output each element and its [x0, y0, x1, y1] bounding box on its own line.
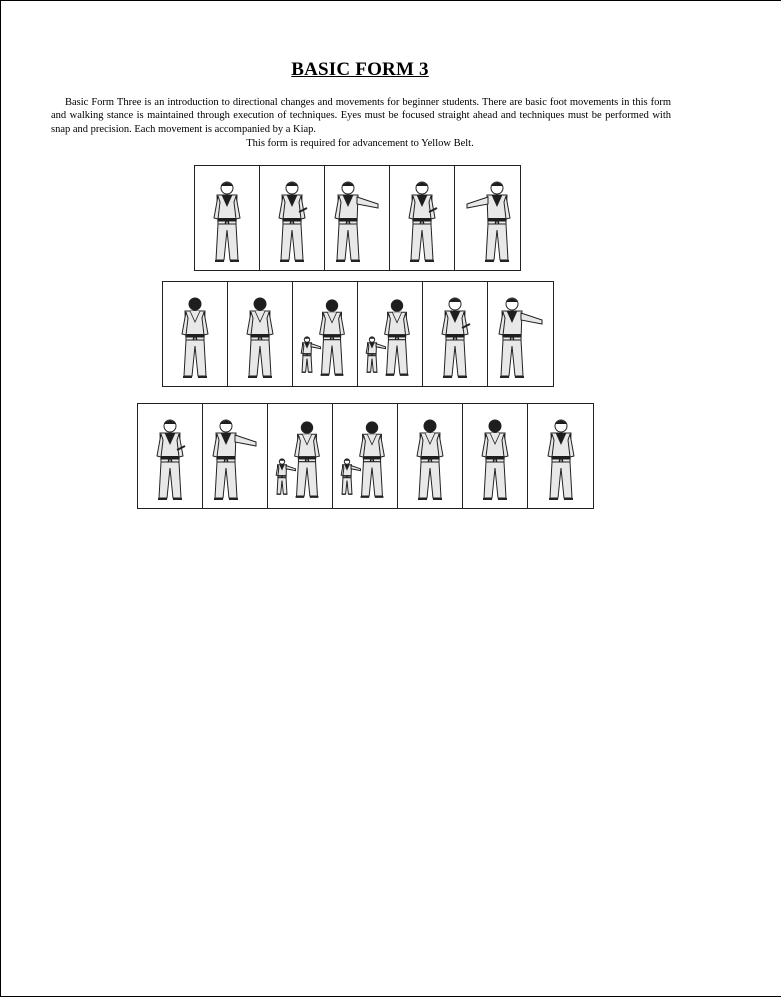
pose-illustration [228, 282, 293, 386]
illustration-row-2 [162, 281, 554, 387]
pose-illustration [195, 166, 260, 270]
page-title: BASIC FORM 3 [291, 59, 429, 80]
illustration-row-3 [137, 403, 594, 509]
pose-illustration [423, 282, 488, 386]
pose-illustration [163, 282, 228, 386]
pose-illustration [398, 404, 463, 508]
pose-illustration [528, 404, 593, 508]
pose-illustration [358, 282, 423, 386]
pose-illustration [463, 404, 528, 508]
pose-illustration [293, 282, 358, 386]
pose-illustration [390, 166, 455, 270]
pose-illustration [488, 282, 553, 386]
illustration-row-1 [194, 165, 521, 271]
intro-paragraph: Basic Form Three is an introduction to directional changes and movements for beginner students. There are basic foot movements in this form and walking stance is maintained through execution of techniques. Eyes must be focused straight ahead and techniques must be performed with snap and precision. Each movement is accompanied by a Kiap. [51, 97, 671, 135]
requirement-note: This form is required for advancement to Yellow Belt. [246, 138, 474, 149]
pose-illustration [333, 404, 398, 508]
pose-illustration [268, 404, 333, 508]
pose-illustration [260, 166, 325, 270]
pose-illustration [138, 404, 203, 508]
pose-illustration [455, 166, 520, 270]
pose-illustration [203, 404, 268, 508]
pose-illustration [325, 166, 390, 270]
